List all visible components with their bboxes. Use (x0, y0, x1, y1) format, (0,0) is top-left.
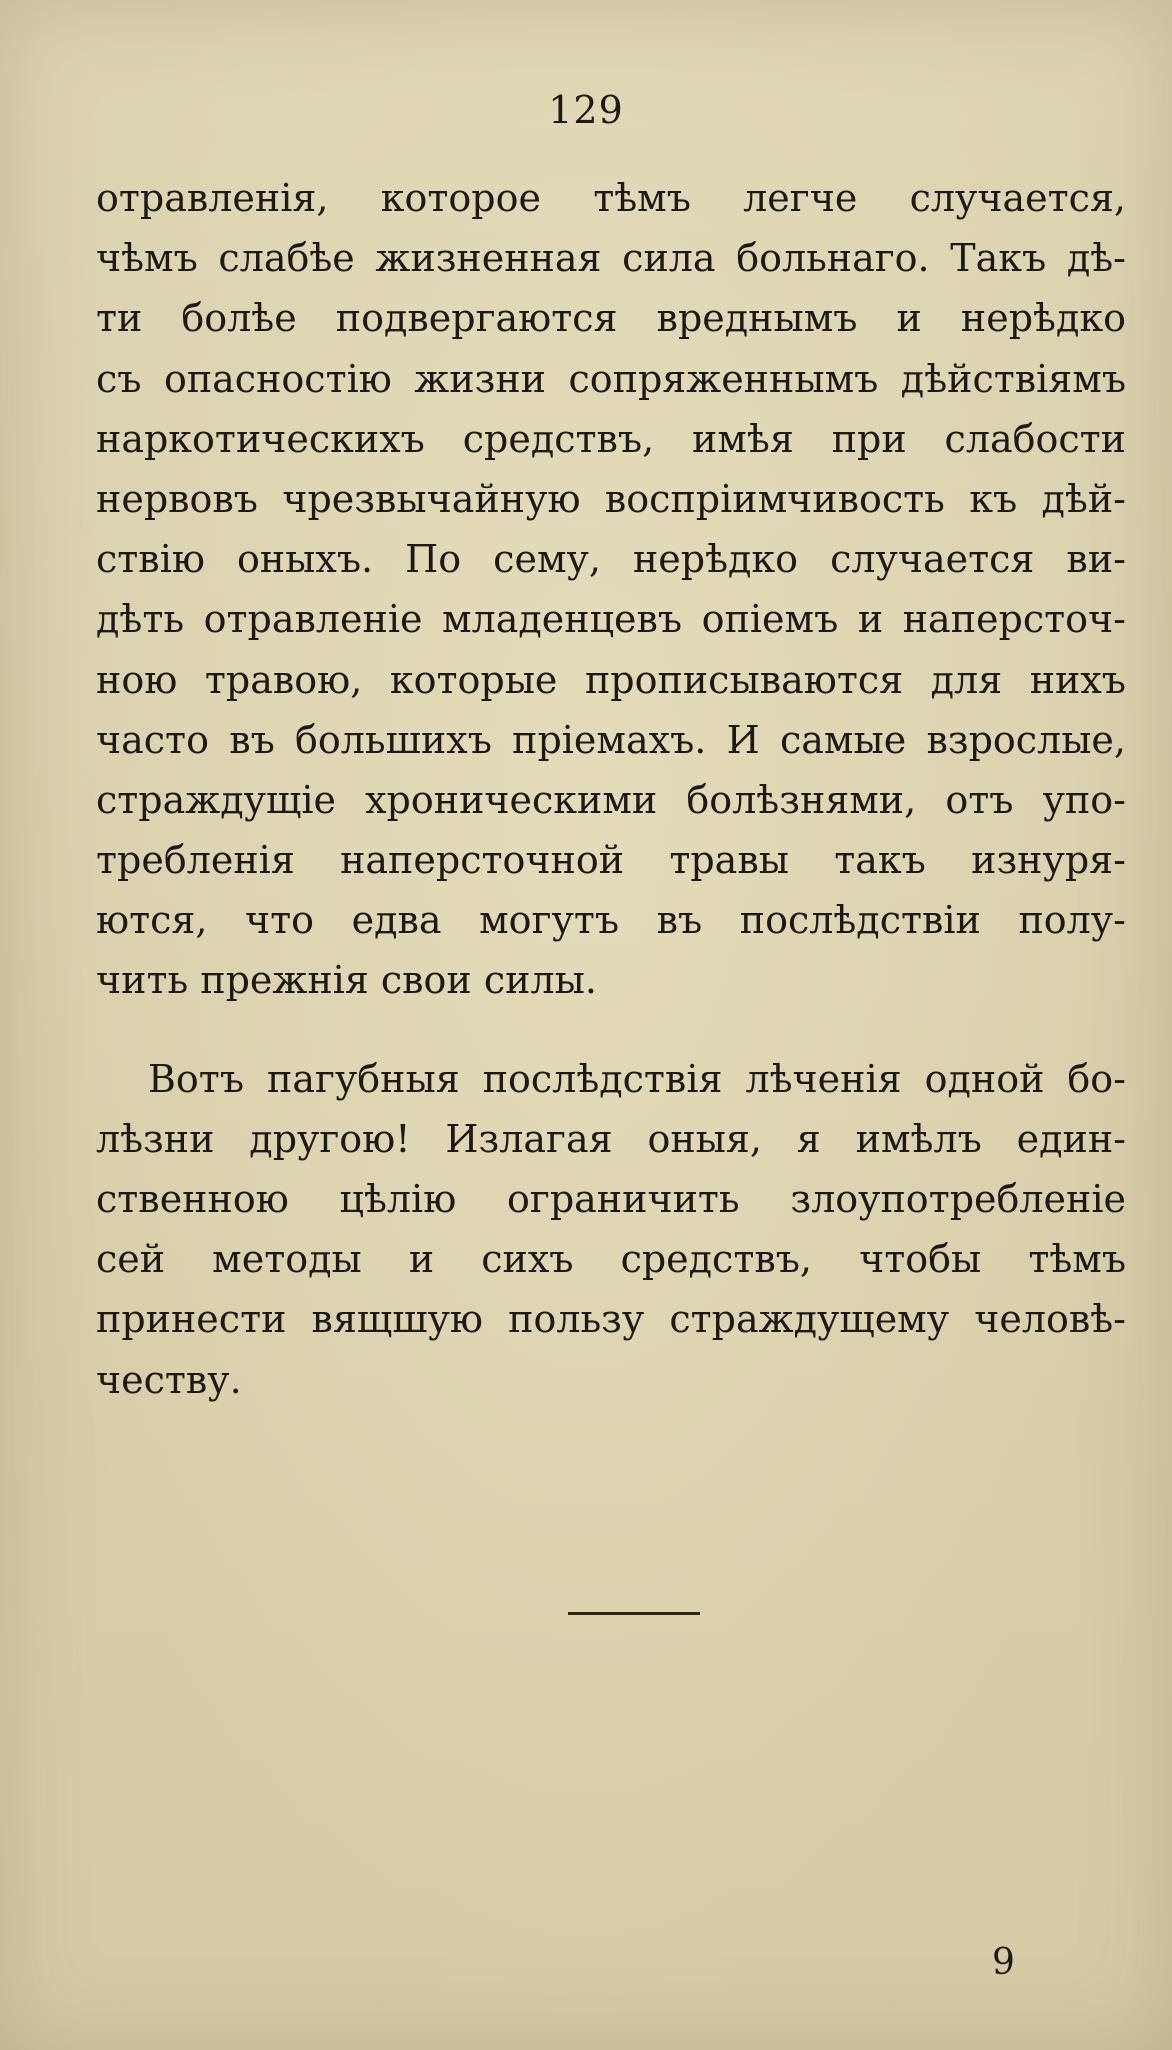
body-text (96, 168, 1126, 1410)
text-line: чить прежнія свои силы. (96, 958, 597, 1003)
text-line: ются, что едва могутъ въ послѣдствіи полу- (96, 898, 1126, 943)
section-rule (568, 1612, 700, 1615)
text-line: сей методы и сихъ средствъ, чтобы тѣмъ (96, 1237, 1126, 1282)
text-line: ти болѣе подвергаются вреднымъ и нерѣдко (96, 296, 1126, 341)
paragraph-2 (96, 1049, 1126, 1410)
text-line: Вотъ пагубныя послѣдствія лѣченія одной бо- (148, 1056, 1126, 1101)
text-line: ствію оныхъ. По сему, нерѣдко случается ви- (96, 537, 1126, 582)
text-line: дѣть отравленіе младенцевъ опіемъ и наперсточ- (96, 597, 1126, 642)
text-line: наркотическихъ средствъ, имѣя при слабости (96, 416, 1126, 461)
signature-mark: 9 (992, 1942, 1015, 1983)
text-line: съ опасностію жизни сопряженнымъ дѣйствіямъ (96, 356, 1126, 401)
text-line: часто въ большихъ пріемахъ. И самые взрослые, (96, 717, 1126, 762)
page-number: 129 (548, 88, 624, 132)
text-line: отравленія, которое тѣмъ легче случается, (96, 176, 1126, 220)
text-line: чѣмъ слабѣе жизненная сила больнаго. Такъ дѣ- (96, 236, 1126, 281)
text-line: лѣзни другою! Излагая оныя, я имѣлъ един- (96, 1116, 1126, 1161)
text-line: ственною цѣлію ограничить злоупотребленіе (96, 1177, 1126, 1221)
text-line: требленія наперсточной травы такъ изнуря- (96, 838, 1126, 883)
text-line: честву. (96, 1357, 242, 1402)
text-line: ною травою, которые прописываются для нихъ (96, 657, 1126, 702)
text-line: принести вящшую пользу страждущему человѣ- (96, 1297, 1126, 1342)
text-line: нервовъ чрезвычайную воспріимчивость къ дѣй- (96, 476, 1126, 521)
text-line: страждущіе хроническими болѣзнями, отъ упо- (96, 777, 1126, 822)
paragraph-1 (96, 168, 1126, 1011)
